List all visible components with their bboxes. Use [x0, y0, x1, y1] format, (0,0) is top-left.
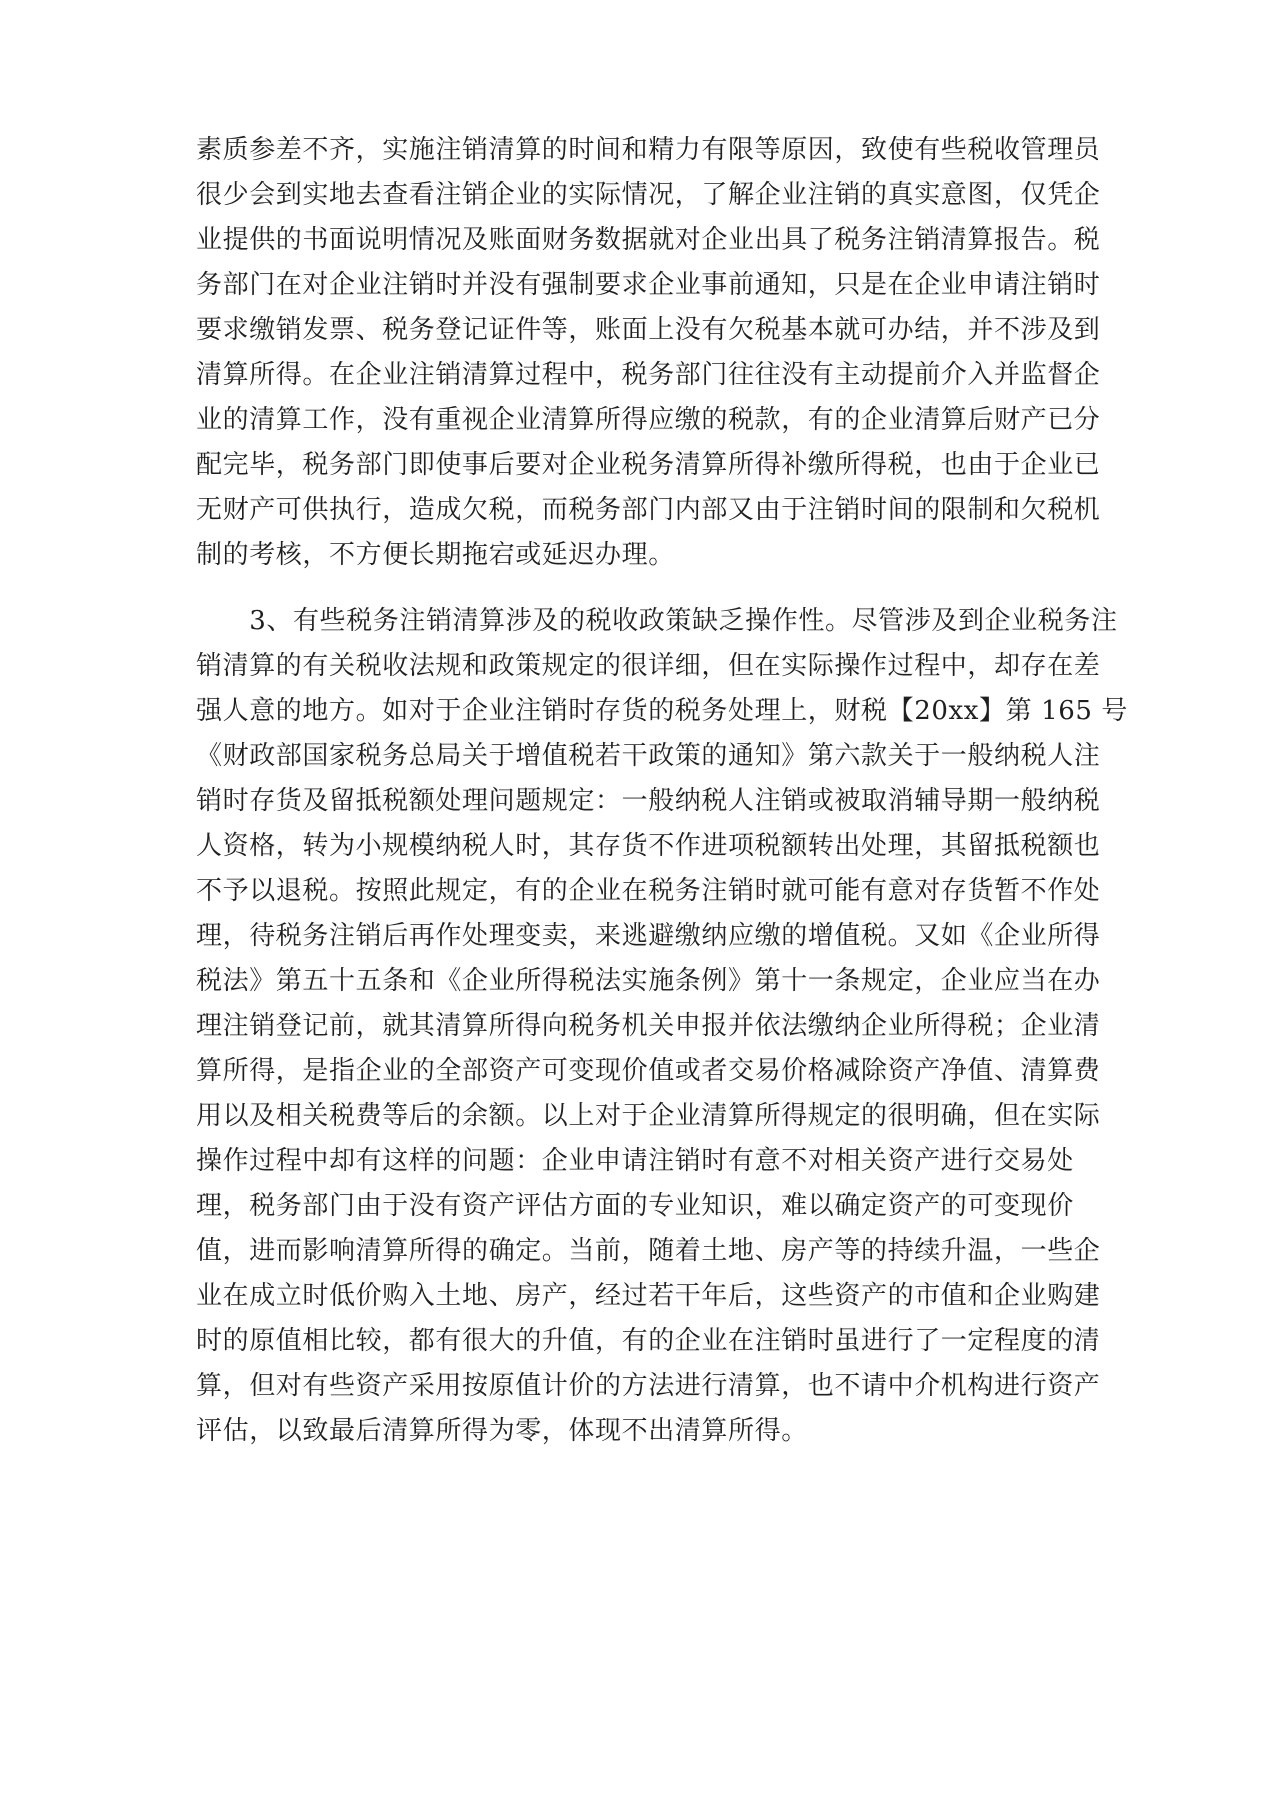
text-line: 销时存货及留抵税额处理问题规定：一般纳税人注销或被取消辅导期一般纳税 — [196, 786, 1101, 816]
text-line: 理注销登记前，就其清算所得向税务机关申报并依法缴纳企业所得税；企业清 — [196, 1011, 1101, 1041]
text-line: 《财政部国家税务总局关于增值税若干政策的通知》第六款关于一般纳税人注 — [196, 741, 1101, 771]
text-line: 配完毕，税务部门即使事后要对企业税务清算所得补缴所得税，也由于企业已 — [196, 450, 1101, 480]
text-line: 税法》第五十五条和《企业所得税法实施条例》第十一条规定，企业应当在办 — [196, 966, 1101, 996]
text-line: 业提供的书面说明情况及账面财务数据就对企业出具了税务注销清算报告。税 — [196, 225, 1101, 255]
text-line: 清算所得。在企业注销清算过程中，税务部门往往没有主动提前介入并监督企 — [196, 360, 1101, 390]
text-line: 销清算的有关税收法规和政策规定的很详细，但在实际操作过程中，却存在差 — [196, 651, 1101, 681]
text-line: 不予以退税。按照此规定，有的企业在税务注销时就可能有意对存货暂不作处 — [196, 876, 1101, 906]
text-line: 务部门在对企业注销时并没有强制要求企业事前通知，只是在企业申请注销时 — [196, 270, 1101, 300]
text-line: 3、有些税务注销清算涉及的税收政策缺乏操作性。尽管涉及到企业税务注 — [196, 606, 1118, 636]
text-line: 时的原值相比较，都有很大的升值，有的企业在注销时虽进行了一定程度的清 — [196, 1326, 1101, 1356]
text-line: 理，待税务注销后再作处理变卖，来逃避缴纳应缴的增值税。又如《企业所得 — [196, 921, 1101, 951]
text-line: 很少会到实地去查看注销企业的实际情况，了解企业注销的真实意图，仅凭企 — [196, 180, 1101, 210]
text-line: 人资格，转为小规模纳税人时，其存货不作进项税额转出处理，其留抵税额也 — [196, 831, 1101, 861]
text-line: 理，税务部门由于没有资产评估方面的专业知识，难以确定资产的可变现价 — [196, 1191, 1074, 1221]
text-line: 用以及相关税费等后的余额。以上对于企业清算所得规定的很明确，但在实际 — [196, 1101, 1101, 1131]
text-line: 算，但对有些资产采用按原值计价的方法进行清算，也不请中介机构进行资产 — [196, 1371, 1101, 1401]
text-line: 评估，以致最后清算所得为零，体现不出清算所得。 — [196, 1416, 808, 1446]
text-line: 值，进而影响清算所得的确定。当前，随着土地、房产等的持续升温，一些企 — [196, 1236, 1101, 1266]
text-line: 素质参差不齐，实施注销清算的时间和精力有限等原因，致使有些税收管理员 — [196, 135, 1101, 165]
text-line: 制的考核，不方便长期拖宕或延迟办理。 — [196, 540, 675, 570]
text-line: 业的清算工作，没有重视企业清算所得应缴的税款，有的企业清算后财产已分 — [196, 405, 1101, 435]
text-line: 算所得，是指企业的全部资产可变现价值或者交易价格减除资产净值、清算费 — [196, 1056, 1101, 1086]
text-line: 操作过程中却有这样的问题：企业申请注销时有意不对相关资产进行交易处 — [196, 1146, 1074, 1176]
text-line: 强人意的地方。如对于企业注销时存货的税务处理上，财税【20xx】第 165 号 — [196, 696, 1128, 726]
text-line: 业在成立时低价购入土地、房产，经过若干年后，这些资产的市值和企业购建 — [196, 1281, 1101, 1311]
text-line: 无财产可供执行，造成欠税，而税务部门内部又由于注销时间的限制和欠税机 — [196, 495, 1101, 525]
text-line: 要求缴销发票、税务登记证件等，账面上没有欠税基本就可办结，并不涉及到 — [196, 315, 1101, 345]
